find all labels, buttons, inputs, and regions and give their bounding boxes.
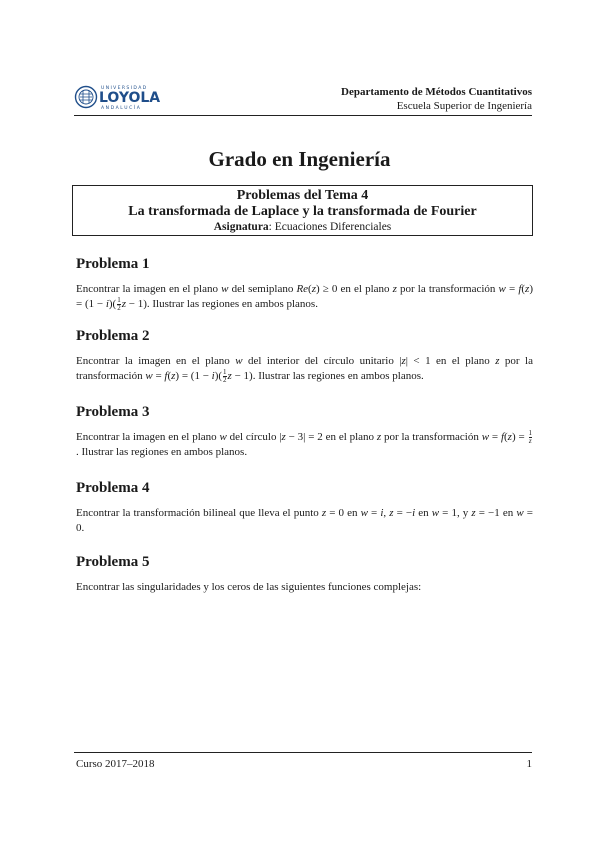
topic-box (72, 185, 533, 236)
subject-value: : Ecuaciones Diferenciales (268, 221, 392, 233)
problem-heading: Problema 3 (76, 404, 150, 420)
problem-heading: Problema 5 (76, 554, 150, 570)
logo-top-text: UNIVERSIDAD (101, 86, 148, 91)
problem-text: Encontrar las singularidades y los ceros de las siguientes funciones complejas: (76, 581, 422, 593)
problem-heading: Problema 1 (76, 256, 150, 272)
problem-2 (76, 327, 533, 384)
footer-rule (74, 752, 532, 753)
problem-1 (76, 255, 533, 312)
problem-3 (76, 403, 533, 460)
header-rule (74, 115, 532, 116)
problem-4 (76, 479, 533, 536)
subject-line (73, 220, 532, 234)
topic-number: Problemas del Tema 4 (236, 188, 369, 203)
problem-text: Encontrar la imagen en el plano w del círculo |z − 3| = 2 en el plano z por la transformación w = f(z) = $\frac{1}{z}$ . Ilustrar las regiones en ambos planos. (76, 429, 532, 459)
subject-label: Asignatura (213, 221, 269, 233)
department-name: Departamento de Métodos Cuantitativos (341, 86, 532, 98)
logo-main-text: LOYOLA (99, 90, 161, 106)
problem-heading: Problema 4 (76, 480, 150, 496)
page-title: Grado en Ingeniería (208, 147, 391, 171)
problem-heading: Problema 2 (76, 328, 150, 344)
problem-text: Encontrar la imagen en el plano w del interior del círculo unitario |z| < 1 en el plano z por la transformación w = f(z) = (1 − i)( $\frac{1}{2}$ z − 1). Ilustrar las regiones en ambos planos. (76, 355, 533, 384)
university-logo (74, 82, 174, 112)
footer-course: Curso 2017–2018 (76, 758, 155, 770)
logo-emblem-icon (74, 82, 174, 112)
problem-text: Encontrar la imagen en el plano w del semiplano Re(z) ≥ 0 en el plano z por la transformación w = f(z) = (1 − i)( $\frac{1}{2}$ z − 1). Ilustrar las regiones en ambos planos. (76, 283, 533, 312)
page-number: 1 (526, 758, 532, 770)
header-department-block (341, 85, 532, 113)
logo-bottom-text: ANDALUCÍA (101, 106, 142, 111)
topic-title: La transformada de Laplace y la transformada de Fourier (128, 204, 477, 219)
problem-5 (76, 553, 533, 595)
problem-text: Encontrar la transformación bilineal que lleva el punto z = 0 en w = i, z = −i en w = 1, y z = −1 en w = 0. (76, 507, 533, 534)
school-name: Escuela Superior de Ingeniería (396, 100, 532, 112)
